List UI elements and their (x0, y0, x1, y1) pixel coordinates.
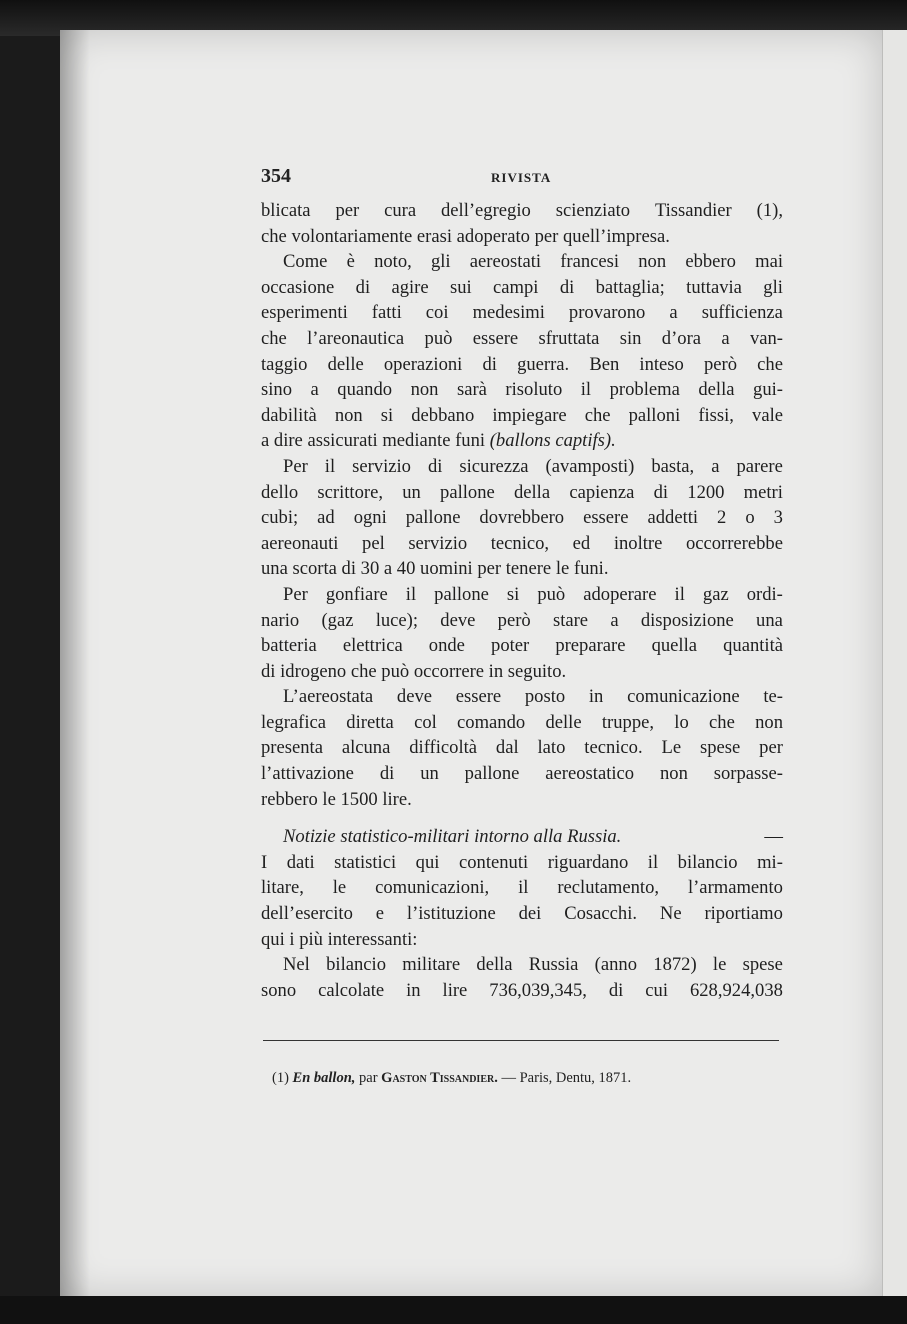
footnote-by: par (359, 1070, 378, 1086)
body-text (261, 198, 783, 1003)
text-line-mixed (261, 428, 783, 454)
text-line: sono calcolate in lire 736,039,345, di cui 628,924,038 (261, 979, 783, 1001)
text-line: Per il servizio di sicurezza (avamposti) basta, a parere (283, 455, 783, 477)
footnote-publisher: — Paris, Dentu, 1871. (501, 1070, 632, 1086)
text-line: batteria elettrica onde poter preparare quella quantità (261, 635, 783, 657)
text-line: qui i più interessanti: (261, 928, 418, 950)
text-line: dell’esercito e l’istituzione dei Cosacchi. Ne riportiamo (261, 903, 783, 925)
text-line: Nel bilancio militare della Russia (anno 1872) le spese (283, 954, 783, 976)
text-line: L’aereostata deve essere posto in comunicazione te- (283, 686, 783, 708)
text-line: rebbero le 1500 lire. (261, 788, 412, 810)
section-heading-line (261, 824, 783, 850)
footnote (272, 1070, 782, 1087)
text-line: cubi; ad ogni pallone dovrebbero essere addetti 2 o 3 (261, 507, 783, 529)
text-line: nario (gaz luce); deve però stare a disposizione una (261, 609, 783, 631)
text-line: legrafica diretta col comando delle truppe, lo che non (261, 711, 783, 733)
text-line: una scorta di 30 a 40 uomini per tenere le funi. (261, 558, 609, 580)
page-header (261, 165, 781, 195)
scan-bottom-edge (0, 1296, 907, 1324)
next-page-edge (882, 30, 907, 1298)
text-line: blicata per cura dell’egregio scienziato Tissandier (1), (261, 200, 783, 221)
text-line: I dati statistici qui contenuti riguardano il bilancio mi- (261, 851, 783, 873)
text-line: che volontariamente erasi adoperato per quell’impresa. (261, 225, 670, 247)
footnote-marker: (1) (272, 1070, 289, 1086)
text-line: presenta alcuna difficoltà dal lato tecnico. Le spese per (261, 737, 783, 759)
text-line: Per gonfiare il pallone si può adoperare il gaz ordi- (283, 583, 783, 605)
text-segment: a dire assicurati mediante funi (261, 430, 486, 452)
text-line: Come è noto, gli aereostati francesi non ebbero mai (283, 251, 783, 273)
text-line: litare, le comunicazioni, il reclutamento, l’armamento (261, 877, 783, 899)
text-line: occasione di agire sui campi di battaglia; tuttavia gli (261, 276, 783, 298)
text-line: di idrogeno che può occorrere in seguito. (261, 660, 567, 682)
footnote-author: Gaston Tissandier. (381, 1070, 498, 1086)
section-heading: Notizie statistico-militari intorno alla Russia. (283, 826, 622, 848)
heading-dash: — (764, 826, 783, 848)
text-line: taggio delle operazioni di guerra. Ben inteso però che (261, 353, 783, 375)
text-line: che l’areonautica può essere sfruttata sin d’ora a van- (261, 327, 783, 349)
footnote-rule (263, 1040, 779, 1041)
running-title: RIVISTA (491, 170, 552, 185)
footnote-title: En ballon, (292, 1070, 356, 1086)
text-line: esperimenti fatti coi medesimi provarono a sufficienza (261, 302, 783, 324)
text-line: aereonauti pel servizio tecnico, ed inoltre occorrerebbe (261, 532, 783, 554)
text-line: dabilità non si debbano impiegare che palloni fissi, vale (261, 404, 783, 426)
text-line: l’attivazione di un pallone aereostatico non sorpasse- (261, 763, 783, 785)
page-number: 354 (261, 165, 291, 187)
gutter-shadow (60, 30, 90, 1298)
text-line: dello scrittore, un pallone della capienza di 1200 metri (261, 481, 783, 503)
italic-term: (ballons captifs). (489, 430, 616, 452)
text-line: sino a quando non sarà risoluto il problema della gui- (261, 379, 783, 401)
